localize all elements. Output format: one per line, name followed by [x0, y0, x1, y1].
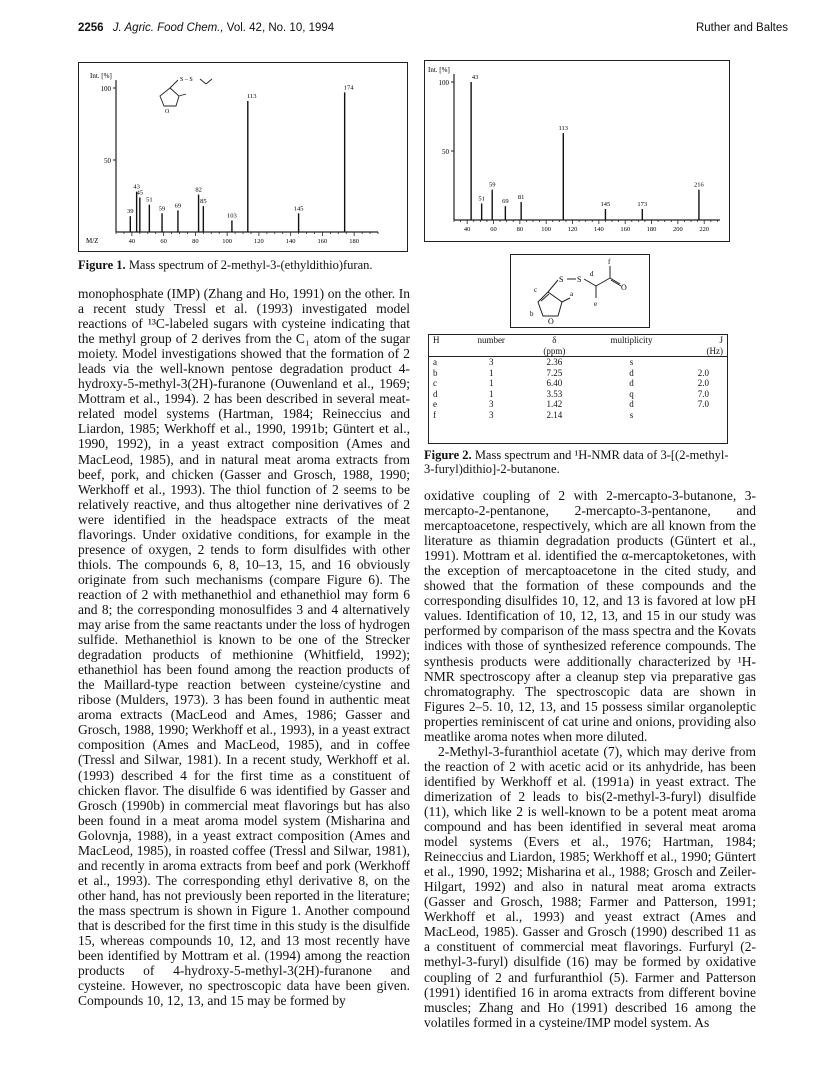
nmr-cell-number: 1 [488, 388, 494, 399]
nmr-row [429, 378, 727, 389]
peak-label: 173 [637, 200, 648, 208]
nmr-cell-mult: d [629, 399, 634, 410]
x-tick-label: 200 [672, 226, 683, 233]
journal-volume: Vol. 42, No. 10, 1994 [226, 22, 335, 34]
nmr-row [429, 410, 727, 421]
nmr-cell-mult: s [629, 409, 634, 420]
y-axis-label: Int. [%] [428, 66, 450, 74]
peak-label: 69 [174, 202, 182, 210]
nmr-cell-j: 2.0 [697, 367, 709, 378]
nmr-header-number: number [477, 335, 505, 346]
disulfide-label: S – S [180, 77, 193, 83]
page-number: 2256 [78, 22, 104, 34]
label-d: d [590, 270, 594, 278]
x-tick-label: 100 [541, 226, 552, 233]
nmr-cell-h: c [433, 378, 437, 389]
y-tick-label: 100 [438, 79, 449, 87]
nmr-subheader-row [429, 346, 727, 357]
nmr-table-box [428, 334, 728, 444]
label-a: a [570, 290, 574, 298]
nmr-cell-delta: 6.40 [546, 378, 563, 389]
figure-2-caption [424, 448, 730, 476]
peak-label: 113 [558, 125, 569, 133]
x-tick-label: 220 [699, 226, 710, 233]
nmr-cell-delta: 2.14 [546, 409, 563, 420]
figure-1-spectrum [78, 62, 408, 252]
x-tick-label: 40 [128, 238, 136, 245]
peak-label: 82 [195, 186, 202, 194]
figure-1-text: Mass spectrum of 2-methyl-3-(ethyldithio)furan. [125, 258, 373, 272]
x-tick-label: 60 [160, 238, 167, 245]
nmr-subheader-hz: (Hz) [706, 345, 723, 356]
label-b: b [530, 310, 534, 318]
nmr-row [429, 368, 727, 379]
nmr-cell-h: d [433, 388, 438, 399]
peak-label: 69 [502, 198, 509, 206]
nmr-cell-number: 3 [488, 409, 494, 420]
furan-ring [160, 88, 179, 106]
nmr-header-multiplicity: multiplicity [610, 335, 653, 346]
nmr-header-j: J [719, 335, 723, 346]
x-tick-label: 80 [516, 226, 524, 233]
nmr-header-row [429, 335, 727, 346]
peak-label: 43 [133, 183, 140, 191]
peak-label: 81 [517, 194, 525, 202]
paragraph: monophosphate (IMP) (Zhang and Ho, 1991) on the other. In a recent study Tressl et al. (1993) investigated model reactions of ¹³C-labeled sugars with cysteine indicating that the methyl group of 2 derives from the C₁ atom of the sugar moiety. Model investigations showed that the formation of 2 leads via the well-known pentose degradation product 4-hydroxy-5-methyl-3(2H)-furanone (Ouwenland et al., 1969; Mottram et al., 1994). 2 has been described in several meat-related model systems (Hartman, 1984; Reineccius and Liardon, 1985; Werkhoff et al., 1990, 1991b; Güntert et al., 1990, 1992), in a yeast extract composition (Ames and MacLeod, 1985), and in natural meat aroma extracts from beef, pork, and chicken (Gasser and Grosch, 1988, 1990; Werkhoff et al., 1993). The thiol function of 2 seems to be relatively reactive, and thus altogether nine derivatives of 2 were identified in the headspace extracts of the meat flavorings. Under oxidative conditions, for example in the presence of oxygen, 2 tends to form disulfides with other thiols. The compounds 6, 8, 10–13, 15, and 16 obviously originate from such mechanisms (compare Figure 6). The reaction of 2 with methanethiol and ethanethiol may form 6 and 8; the corresponding monosulfides 3 and 4 alternatively may arise from the same reactants under the loss of hydrogen sulfide. Methanethiol is known to be one of the Strecker degradation products of methionine (Whitfield, 1992); ethanethiol has been found among the reaction products of the Maillard-type reaction between cysteine/cystine and ribose (Mulders, 1973). 3 has been found in authentic meat aroma extracts (MacLeod and Ames, 1986; Gasser and Grosch, 1988, 1990; Werkhoff et al., 1993), in a yeast extract composition (Ames and MacLeod, 1985), and in coffee (Tressl and Silwar, 1981). In a recent study, Werkhoff et al. (1993) described 4 for the first time as a constituent of chicken flavor. The disulfide 6 was identified by Gasser and Grosch (1990b) in commercial meat flavorings but has also been found in a meat aroma model system (Misharina and Golovnja, 1988), in a yeast extract composition (Ames and MacLeod, 1985), in roasted coffee (Tressl and Silwar, 1981), and recently in aroma extracts from beef and pork (Werkhoff et al., 1993). The corresponding ethyl derivative 8, on the other hand, has not previously been reported in the literature; the mass spectrum is shown in Figure 1. Another compound that is described for the first time in this study is the disulfide 15, whereas compounds 10, 12, and 13 most recently have been identified by Mottram et al. (1994) among the reaction products of 4-hydroxy-5-methyl-3(2H)-furanone and cysteine. However, no spectroscopic data have been given. Compounds 10, 12, 13, and 15 may be formed by [78, 286, 410, 1009]
nmr-cell-delta: 3.53 [546, 388, 563, 399]
label-e: e [594, 300, 598, 308]
sulfur-2-label: S [577, 275, 582, 284]
peak-label: 59 [158, 205, 166, 213]
label-f: f [608, 258, 611, 266]
peak-label: 51 [146, 196, 153, 204]
peak-label: 45 [136, 189, 144, 197]
figure-1-caption [78, 258, 408, 272]
figure-2-label: Figure 2. [424, 448, 472, 462]
nmr-cell-j: 2.0 [697, 378, 709, 389]
nmr-cell-number: 1 [488, 378, 494, 389]
nmr-cell-mult: q [629, 388, 634, 399]
nmr-table [429, 335, 727, 420]
left-text-column [78, 286, 410, 1008]
journal-name: J. Agric. Food Chem., [112, 22, 224, 34]
nmr-cell-delta: 1.42 [546, 399, 563, 410]
peak-label: 145 [293, 205, 304, 213]
peak-label: 216 [694, 181, 704, 189]
peak-label: 39 [127, 208, 134, 216]
nmr-cell-number: 1 [488, 367, 494, 378]
page-header [78, 22, 788, 38]
nmr-cell-h: a [433, 357, 437, 368]
bond [170, 80, 178, 88]
nmr-cell-mult: s [629, 357, 634, 368]
nmr-cell-h: b [433, 367, 438, 378]
x-axis-label: M/Z [86, 237, 99, 245]
x-tick-label: 60 [490, 226, 497, 233]
paragraph: oxidative coupling of 2 with 2-mercapto-3-butanone, 3-mercapto-2-pentanone, 2-mercapto-3-pentanone, and mercaptoacetone, respectively, which are all known from the literature as thiamin degradation products (Güntert et al., 1991). Mottram et al. identified the α-mercaptoketones, with the exception of mercaptoacetone in the cited study, and showed that the formation of these compounds and the corresponding disulfides 10, 12, and 13 is favored at low pH values. Identification of 10, 12, 13, and 15 in our study was performed by comparison of the mass spectra and the Kovats indices with those of synthesized reference compounds. The synthesis products were additionally characterized by ¹H-NMR spectroscopy after a cleanup step via preparative gas chromatography. The spectroscopic data are shown in Figures 2–5. 10, 12, 13, and 15 possess similar organoleptic properties reminiscent of cat urine and onions, providing also meatlike aroma notes when more diluted. [424, 488, 756, 744]
paragraph: 2-Methyl-3-furanthiol acetate (7), which may derive from the reaction of 2 with acetic acid or its anhydride, has been identified by Werkhoff et al. (1991a) in yeast extract. The dimerization of 2 leads to bis(2-methyl-3-furyl) disulfide (11), which like 2 is well-known to be a potent meat aroma compound and has been identified in several meat aroma model systems (Evers et al., 1976; Hartman, 1984; Reineccius and Liardon, 1985; Werkhoff et al., 1990; Güntert et al., 1990, 1992; Misharina et al., 1988; Grosch and Zeiler-Hilgart, 1992) and also in natural meat aroma extracts (Gasser and Grosch, 1988; Farmer and Patterson, 1991; Werkhoff et al., 1993) and yeast extract (Ames and MacLeod, 1985). Gasser and Grosch (1990) described 11 as a constituent of commercial meat flavorings. Furfuryl (2-methyl-3-furyl) disulfide (16) may be formed by oxidative coupling of 2 and furfuranthiol (5). Farmer and Patterson (1991) identified 16 in aroma extracts from different bovine muscles; Zhang and Ho (1991) described 16 among the volatiles formed in a cysteine/IMP model system. As [424, 743, 756, 1030]
nmr-cell-delta: 7.25 [546, 367, 563, 378]
y-tick-label: 50 [104, 157, 111, 165]
methyl-bond [179, 94, 186, 96]
nmr-cell-mult: d [629, 367, 634, 378]
x-tick-label: 40 [463, 226, 471, 233]
running-authors: Ruther and Baltes [695, 22, 788, 34]
nmr-row [429, 357, 727, 368]
x-tick-label: 80 [192, 238, 199, 245]
x-tick-label: 160 [620, 226, 631, 233]
nmr-cell-number: 3 [488, 357, 494, 368]
chart-frame [79, 63, 408, 252]
label-c: c [534, 286, 538, 294]
x-tick-label: 120 [254, 238, 264, 245]
nmr-cell-j [680, 410, 727, 421]
peak-label: 145 [600, 200, 611, 208]
figure-1-label: Figure 1. [78, 258, 126, 272]
nmr-cell-h: e [433, 399, 437, 410]
peak-label: 59 [488, 181, 496, 189]
right-text-column [424, 488, 756, 1030]
x-tick-label: 180 [349, 238, 360, 245]
bond [206, 79, 212, 84]
nmr-cell-mult: d [629, 378, 634, 389]
x-tick-label: 140 [593, 226, 604, 233]
figure-2-chart [424, 60, 730, 242]
structure-diagram [510, 254, 650, 328]
nmr-cell-j [680, 357, 727, 368]
figure-2-text: Mass spectrum and ¹H-NMR data of 3-[(2-methyl-3-furyl)dithio]-2-butanone. [424, 448, 729, 476]
peak-label: 113 [247, 92, 257, 100]
figure-2-structure [510, 254, 650, 328]
nmr-cell-j: 7.0 [697, 399, 709, 410]
figure-1-structure [160, 77, 212, 115]
figure-2-spectrum [424, 60, 730, 242]
y-tick-label: 100 [100, 85, 111, 93]
x-tick-label: 160 [317, 238, 328, 245]
x-tick-label: 120 [567, 226, 578, 233]
ring-oxygen-label: O [165, 109, 170, 115]
nmr-cell-delta: 2.36 [546, 357, 563, 368]
nmr-row [429, 399, 727, 410]
bond [200, 79, 206, 84]
ring-oxygen-label: O [548, 317, 554, 326]
keto-oxygen-label: O [621, 283, 627, 292]
peak-label: 103 [227, 212, 237, 220]
nmr-row [429, 389, 727, 400]
peak-label: 85 [200, 198, 207, 206]
nmr-header-delta: δ [552, 335, 557, 346]
nmr-header-h: H [433, 335, 440, 346]
y-tick-label: 50 [442, 148, 449, 156]
x-tick-label: 180 [646, 226, 657, 233]
figure-1-chart [78, 62, 408, 252]
peak-label: 174 [343, 84, 354, 92]
sulfur-1-label: S [559, 275, 564, 284]
peak-label: 43 [471, 74, 479, 81]
chart-frame [425, 61, 730, 242]
x-tick-label: 140 [285, 238, 296, 245]
nmr-subheader-ppm: (ppm) [543, 345, 566, 356]
nmr-cell-h: f [433, 409, 436, 420]
nmr-cell-number: 3 [488, 399, 494, 410]
x-tick-label: 100 [222, 238, 233, 245]
peak-label: 51 [478, 195, 485, 203]
y-axis-label: Int. [%] [90, 72, 112, 80]
nmr-cell-j: 7.0 [697, 388, 709, 399]
